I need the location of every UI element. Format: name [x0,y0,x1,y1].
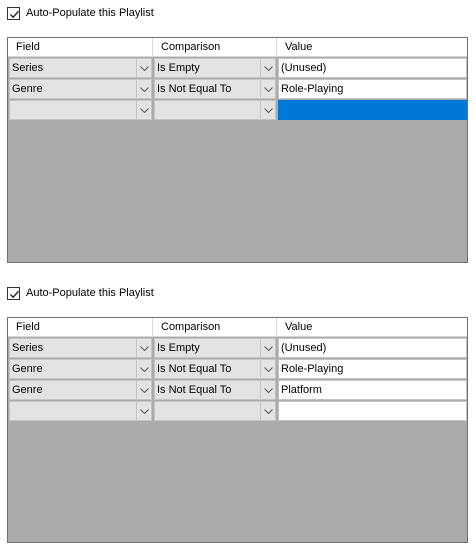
table-row [8,99,467,120]
rules-grid [7,317,468,543]
chevron-down-icon[interactable] [260,59,275,77]
comparison-dropdown[interactable] [154,100,276,120]
chevron-down-icon[interactable] [136,402,151,420]
field-dropdown[interactable] [9,100,152,120]
comparison-dropdown[interactable]: Is Not Equal To [154,380,276,400]
auto-populate-checkbox[interactable] [7,287,20,300]
checkmark-icon [9,9,20,20]
value-field[interactable]: (Unused) [278,338,467,358]
field-dropdown[interactable]: Genre [9,79,152,99]
value-field[interactable]: Role-Playing [278,79,467,99]
chevron-down-icon[interactable] [136,381,151,399]
field-dropdown[interactable]: Series [9,58,152,78]
table-row [8,337,467,358]
chevron-down-icon[interactable] [260,339,275,357]
chevron-down-icon[interactable] [260,101,275,119]
comparison-dropdown[interactable]: Is Empty [154,338,276,358]
chevron-down-icon[interactable] [260,381,275,399]
value-field[interactable] [278,401,467,421]
field-dropdown[interactable] [9,401,152,421]
auto-populate-checkbox-row[interactable] [7,285,154,301]
chevron-down-icon[interactable] [136,360,151,378]
value-field-selected[interactable] [278,100,467,120]
column-header-field[interactable]: Field [8,318,153,337]
field-dropdown[interactable]: Genre [9,359,152,379]
column-header-value[interactable]: Value [285,41,313,53]
table-row [8,57,467,78]
comparison-dropdown[interactable]: Is Not Equal To [154,79,276,99]
table-row [8,379,467,400]
chevron-down-icon[interactable] [260,360,275,378]
field-dropdown[interactable]: Series [9,338,152,358]
chevron-down-icon[interactable] [136,339,151,357]
field-dropdown[interactable]: Genre [9,380,152,400]
table-row [8,78,467,99]
chevron-down-icon[interactable] [136,101,151,119]
column-header-value[interactable]: Value [285,321,313,333]
rules-grid [7,37,468,263]
comparison-dropdown[interactable]: Is Empty [154,58,276,78]
comparison-dropdown[interactable]: Is Not Equal To [154,359,276,379]
value-field[interactable]: (Unused) [278,58,467,78]
table-row [8,400,467,421]
grid-header [8,318,467,337]
auto-populate-label: Auto-Populate this Playlist [26,7,154,19]
column-header-comparison[interactable]: Comparison [153,318,277,337]
column-header-comparison[interactable]: Comparison [153,38,277,57]
table-row [8,358,467,379]
comparison-dropdown[interactable] [154,401,276,421]
chevron-down-icon[interactable] [136,59,151,77]
value-field[interactable]: Role-Playing [278,359,467,379]
chevron-down-icon[interactable] [136,80,151,98]
auto-populate-label: Auto-Populate this Playlist [26,287,154,299]
chevron-down-icon[interactable] [260,402,275,420]
grid-header [8,38,467,57]
auto-populate-checkbox[interactable] [7,7,20,20]
value-field[interactable]: Platform [278,380,467,400]
column-header-field[interactable]: Field [8,38,153,57]
checkmark-icon [9,289,20,300]
chevron-down-icon[interactable] [260,80,275,98]
auto-populate-checkbox-row[interactable] [7,5,154,21]
